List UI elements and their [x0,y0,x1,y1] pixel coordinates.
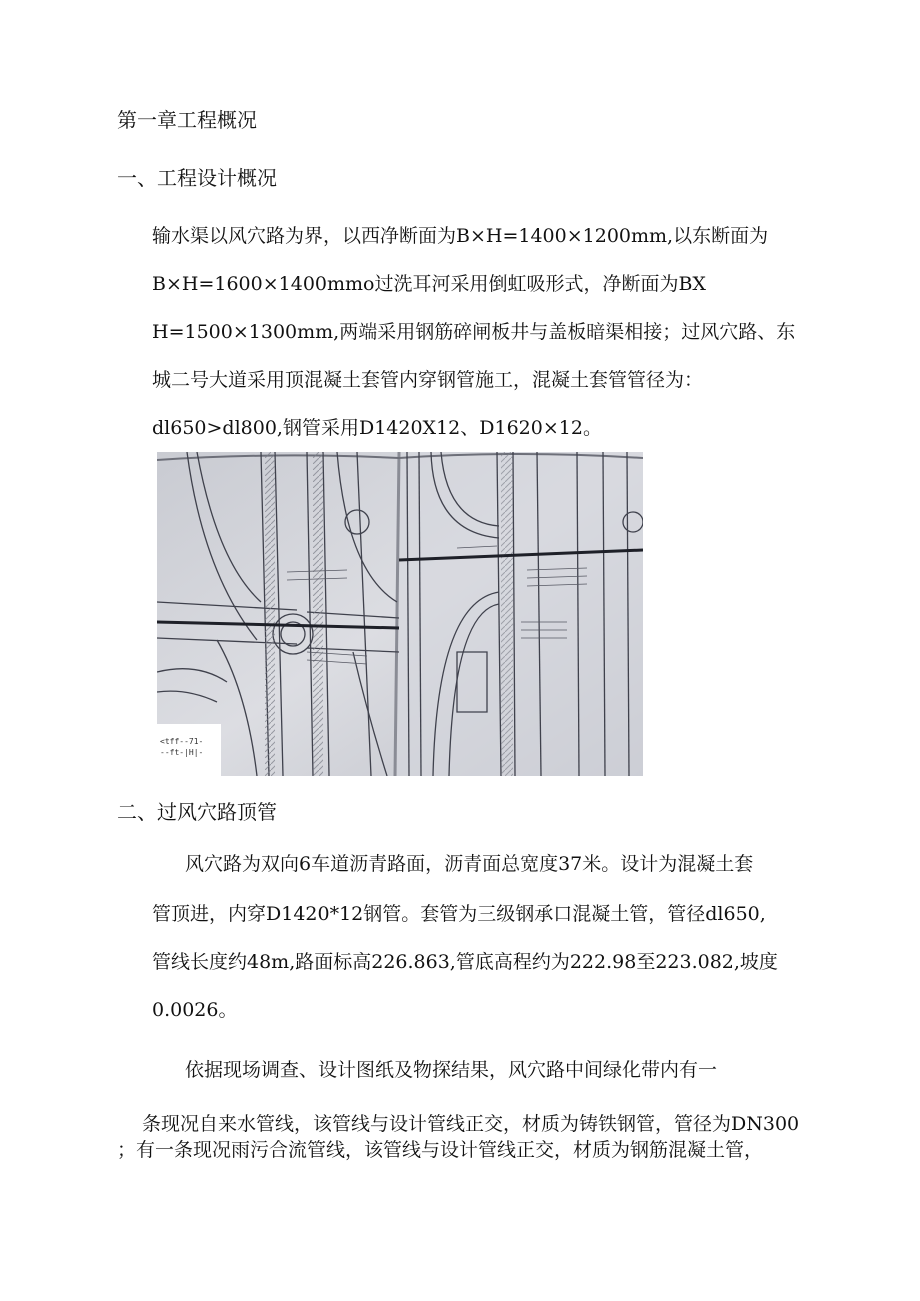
section2-para1-line-4: 0.0026。 [152,999,238,1021]
section1-line-5: dl650>dl800,钢管采用D1420X12、D1620×12。 [152,417,602,439]
figure-caption [157,724,221,776]
section2-para1-line-3: 管线长度约48m,路面标高226.863,管底高程约为222.98至223.082,坡度 [152,951,778,973]
section1-line-2: B×H=1600×1400mmo过洗耳河采用倒虹吸形式，净断面为BX [152,273,706,295]
section2-para2-line-1: 依据现场调查、设计图纸及物探结果，风穴路中间绿化带内有一 [185,1059,718,1081]
section2-para1-line-1: 风穴路为双向6车道沥青路面，沥青面总宽度37米。设计为混凝土套 [185,853,754,875]
figure-caption-line-2: --ft-|H|- [160,748,204,757]
section1-line-4: 城二号大道采用顶混凝土套管内穿钢管施工，混凝土套管管径为： [152,369,704,391]
section2-para1-line-2: 管顶进，内穿D1420*12钢管。套管为三级钢承口混凝土管，管径dl650, [152,903,766,925]
section1-line-1: 输水渠以风穴路为界，以西净断面为B×H=1400×1200mm,以东断面为 [152,225,769,247]
section2-heading: 二、过风穴路顶管 [117,800,277,824]
engineering-drawing-photo [157,452,643,776]
section2-para2-line-2: 条现况自来水管线，该管线与设计管线正交，材质为铸铁钢管，管径为DN300 [142,1113,800,1135]
section1-heading: 一、工程设计概况 [117,166,277,190]
section2-para2-line-3: ；有一条现况雨污合流管线，该管线与设计管线正交，材质为钢筋混凝土管， [117,1139,764,1161]
chapter-title: 第一章工程概况 [117,108,257,132]
figure-caption-line-1: <tff--71- [160,737,204,746]
section1-line-3: H=1500×1300mm,两端采用钢筋碎闸板井与盖板暗渠相接；过风穴路、东 [152,321,796,343]
